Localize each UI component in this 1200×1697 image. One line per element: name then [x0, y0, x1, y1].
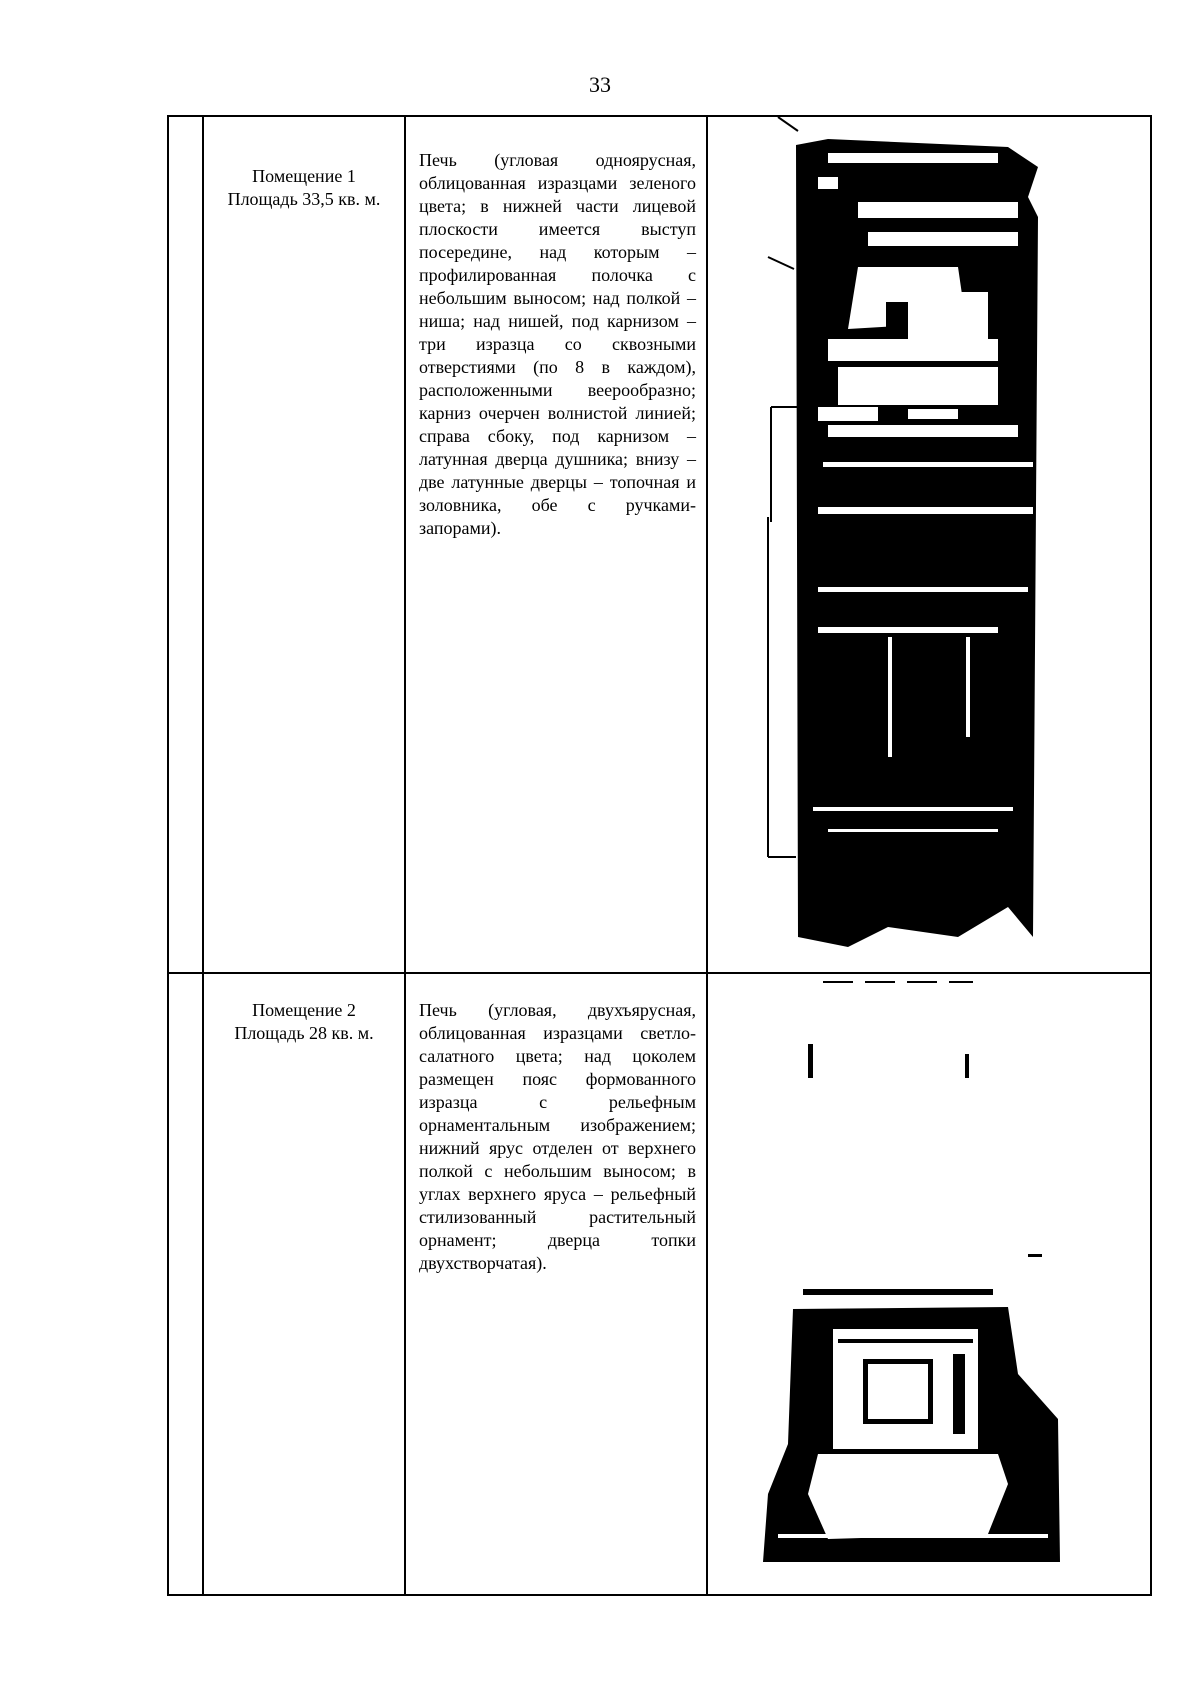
- tall-stove-photo: [708, 117, 1150, 972]
- photo-cell: [707, 973, 1151, 1595]
- room-cell: [203, 116, 405, 973]
- stove-inventory-table: [167, 115, 1152, 1596]
- index-cell: [168, 116, 203, 973]
- room-cell: [203, 973, 405, 1595]
- description-cell: [405, 116, 707, 973]
- table-row: [168, 973, 1151, 1595]
- table-row: [168, 116, 1151, 973]
- room-name: Помещение 1: [252, 166, 356, 186]
- page-number: 33: [589, 72, 611, 97]
- stove-firebox-photo: [708, 974, 1150, 1594]
- room-area: Площадь 28 кв. м.: [234, 1023, 374, 1043]
- description-cell: [405, 973, 707, 1595]
- index-cell: [168, 973, 203, 1595]
- photo-cell: [707, 116, 1151, 973]
- room-area: Площадь 33,5 кв. м.: [227, 189, 381, 209]
- room-name: Помещение 2: [252, 1000, 356, 1020]
- stove-description: Печь (угловая, двухъярусная, облицованная изразцами светло-салатного цвета; над цоколем размещен пояс формованного изразца с рельефным орнаментальным изображением; нижний ярус отделен от верхнего полкой с небольшим выносом; в углах верхнего яруса – рельефный стилизованный растительный орнамент; дверца топки двухстворчатая).: [419, 1000, 696, 1273]
- stove-description: Печь (угловая одноярусная, облицованная изразцами зеленого цвета; в нижней части лицевой плоскости имеется выступ посередине, над которым – профилированная полочка с небольшим выносом; над полкой – ниша; над нишей, под карнизом – три изразца со сквозными отверстиями (по 8 в каждом), расположенными веерообразно; карниз очерчен волнистой линией; справа сбоку, под карнизом – латунная дверца душника; внизу – две латунные дверцы – топочная и золовника, обе с ручками-запорами).: [419, 150, 696, 538]
